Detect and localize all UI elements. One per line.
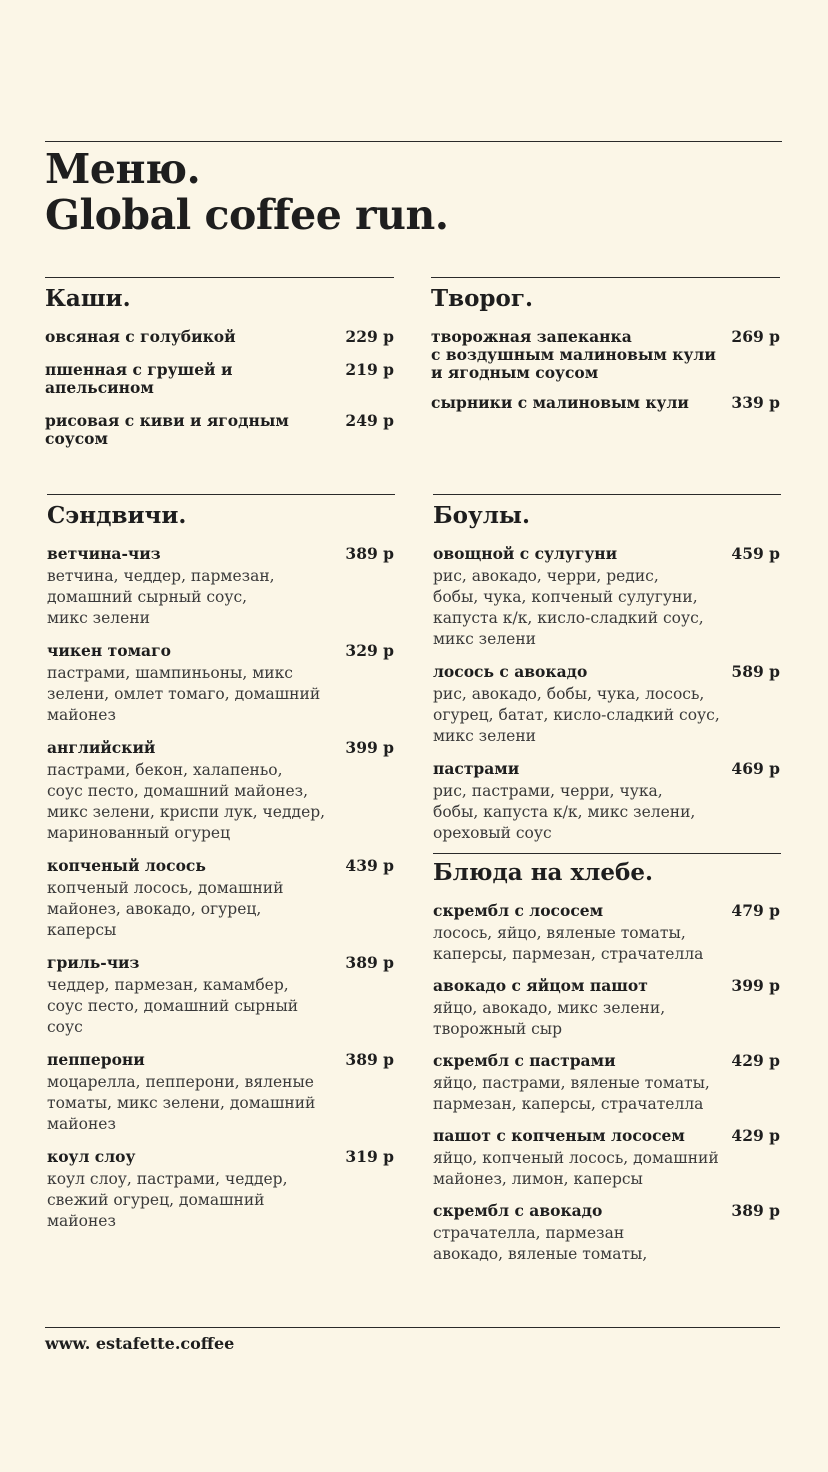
item-price: 269 р — [731, 327, 780, 346]
item-price: 339 р — [731, 393, 780, 412]
section-title: Сэндвичи. — [47, 502, 187, 529]
menu-item — [433, 1052, 780, 1115]
menu-item — [433, 902, 780, 965]
item-description: яйцо, копченый лосось, домашний майонез, лимон, каперсы — [433, 1149, 719, 1188]
menu-item — [433, 1202, 780, 1265]
item-description: яйцо, пастрами, вяленые томаты, пармезан, каперсы, страчателла — [433, 1074, 710, 1113]
sandwiches-divider — [47, 494, 395, 495]
item-description: чеддер, пармезан, камамбер, соус песто, домашний сырный соус — [47, 976, 299, 1036]
item-price: 219 р — [345, 360, 394, 379]
item-name: коул слоу — [47, 1147, 136, 1166]
item-name: овсяная с голубикой — [45, 327, 236, 346]
item-name: скрембл с пастрами — [433, 1051, 616, 1070]
item-description: яйцо, авокадо, микс зелени, творожный сыр — [433, 999, 666, 1038]
item-description: копченый лосось, домашний майонез, авокадо, огурец, каперсы — [47, 879, 284, 939]
menu-item — [47, 642, 394, 726]
menu-item — [45, 328, 394, 346]
menu-item — [433, 977, 780, 1040]
item-price: 329 р — [345, 641, 394, 660]
bread-divider — [433, 853, 781, 854]
menu-item — [433, 760, 780, 844]
page-title — [45, 146, 449, 238]
item-name: авокадо с яйцом пашот — [433, 976, 648, 995]
tvorog-divider — [431, 277, 780, 278]
item-description: пастрами, шампиньоны, микс зелени, омлет томаго, домашний майонез — [47, 664, 321, 724]
item-name: овощной с сулугуни — [433, 544, 618, 563]
item-price: 389 р — [345, 1050, 394, 1069]
section-title: Каши. — [45, 285, 131, 312]
section-bowls — [433, 501, 780, 844]
item-description: ветчина, чеддер, пармезан, домашний сырный соус, микс зелени — [47, 567, 275, 627]
item-description: рис, пастрами, черри, чука, бобы, капуста к/к, микс зелени, ореховый соус — [433, 782, 696, 842]
menu-item — [45, 412, 394, 448]
item-name: пашот с копченым лососем — [433, 1126, 685, 1145]
section-sandwiches — [47, 501, 394, 1232]
item-description: рис, авокадо, бобы, чука, лосось, огурец, батат, кисло-сладкий соус, микс зелени — [433, 685, 720, 745]
item-price: 439 р — [345, 856, 394, 875]
item-name: пастрами — [433, 759, 520, 778]
top-divider — [45, 141, 782, 142]
menu-item — [433, 545, 780, 650]
item-price: 389 р — [345, 544, 394, 563]
item-name: пепперони — [47, 1050, 145, 1069]
item-description: лосось, яйцо, вяленые томаты, каперсы, пармезан, страчателла — [433, 924, 704, 963]
item-price: 389 р — [345, 953, 394, 972]
item-name: сырники с малиновым кули — [431, 393, 689, 412]
item-name: чикен томаго — [47, 641, 171, 660]
item-price: 459 р — [731, 544, 780, 563]
item-price: 389 р — [731, 1201, 780, 1220]
footer-website-link[interactable]: www. estafette.coffee — [45, 1334, 235, 1353]
item-name: гриль-чиз — [47, 953, 140, 972]
menu-item — [47, 857, 394, 941]
item-name: скрембл с авокадо — [433, 1201, 603, 1220]
bowls-divider — [433, 494, 781, 495]
item-price: 399 р — [345, 738, 394, 757]
item-price: 319 р — [345, 1147, 394, 1166]
item-price: 229 р — [345, 327, 394, 346]
section-bread-dishes — [433, 858, 780, 1265]
item-price: 249 р — [345, 411, 394, 430]
page-title-line1: Меню. — [45, 145, 201, 193]
menu-item — [47, 545, 394, 629]
menu-item — [433, 663, 780, 747]
item-price: 479 р — [731, 901, 780, 920]
item-name: английский — [47, 738, 156, 757]
item-description: пастрами, бекон, халапеньо, соус песто, домашний майонез, микс зелени, криспи лук, чеддер, маринованный огурец — [47, 761, 326, 842]
item-description: моцарелла, пепперони, вяленые томаты, микс зелени, домашний майонез — [47, 1073, 316, 1133]
section-tvorog — [431, 284, 780, 412]
menu-item — [45, 361, 394, 397]
item-description: коул слоу, пастрами, чеддер, свежий огурец, домашний майонез — [47, 1170, 288, 1230]
item-description: рис, авокадо, черри, редис, бобы, чука, копченый сулугуни, капуста к/к, кисло-сладкий соус, микс зелени — [433, 567, 704, 648]
menu-item — [47, 954, 394, 1038]
item-description: страчателла, пармезан авокадо, вяленые томаты, — [433, 1224, 648, 1263]
item-name: скрембл с лососем — [433, 901, 604, 920]
item-price: 429 р — [731, 1051, 780, 1070]
section-title: Боулы. — [433, 502, 530, 529]
footer-divider — [45, 1327, 780, 1328]
item-name: лосось с авокадо — [433, 662, 588, 681]
item-price: 429 р — [731, 1126, 780, 1145]
item-name: рисовая с киви и ягодным соусом — [45, 411, 289, 448]
menu-item — [47, 739, 394, 844]
item-name: копченый лосось — [47, 856, 206, 875]
item-name: пшенная с грушей и апельсином — [45, 360, 233, 397]
item-price: 589 р — [731, 662, 780, 681]
item-name: ветчина-чиз — [47, 544, 161, 563]
menu-item — [47, 1148, 394, 1232]
page-title-line2: Global coffee run. — [45, 191, 449, 239]
section-kashi — [45, 284, 394, 448]
menu-item — [431, 328, 780, 382]
kashi-divider — [45, 277, 394, 278]
item-price: 399 р — [731, 976, 780, 995]
menu-item — [431, 394, 780, 412]
section-title: Блюда на хлебе. — [433, 859, 653, 886]
menu-item — [433, 1127, 780, 1190]
item-name: творожная запеканка с воздушным малиновым кули и ягодным соусом — [431, 327, 716, 382]
section-title: Творог. — [431, 285, 533, 312]
menu-item — [47, 1051, 394, 1135]
item-price: 469 р — [731, 759, 780, 778]
